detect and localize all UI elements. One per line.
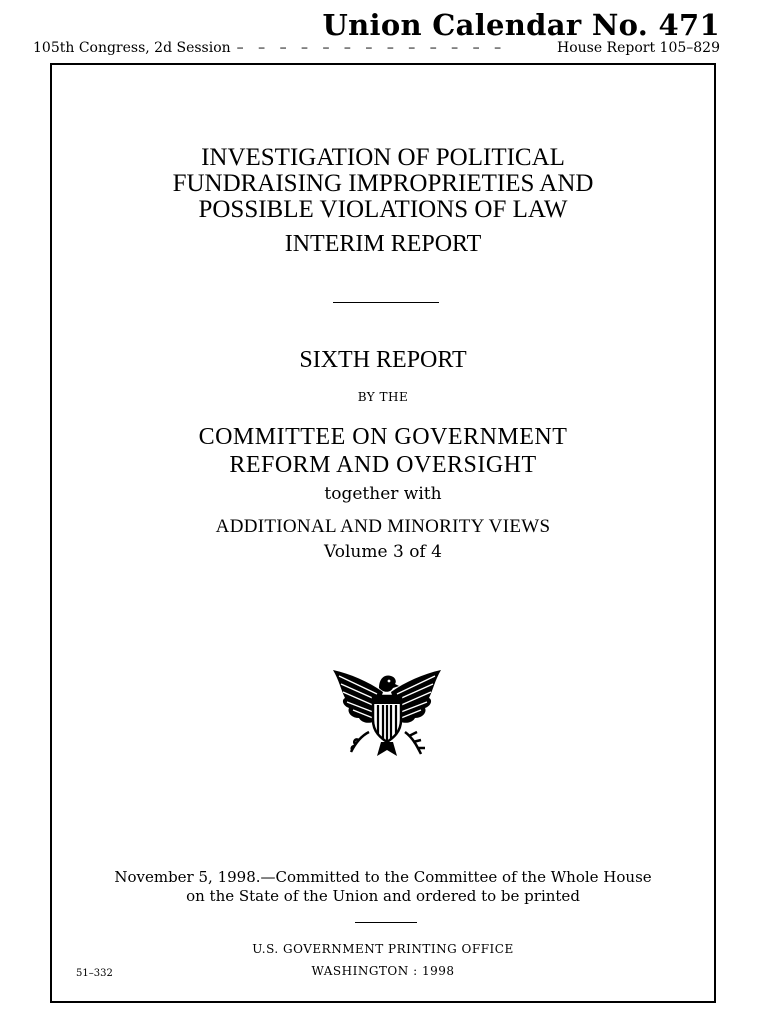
us-great-seal-eagle-icon bbox=[329, 662, 445, 760]
printing-office: U.S. GOVERNMENT PRINTING OFFICE bbox=[252, 942, 514, 956]
page-frame bbox=[50, 63, 716, 1003]
by-the: BY THE bbox=[357, 390, 409, 404]
sixth-report: SIXTH REPORT bbox=[299, 347, 467, 373]
committed-statement bbox=[52, 868, 714, 906]
divider-rule bbox=[333, 302, 439, 303]
together-with: together with bbox=[324, 484, 442, 504]
stock-number: 51–332 bbox=[76, 968, 113, 979]
interim-report: INTERIM REPORT bbox=[284, 231, 482, 257]
divider-rule-bottom bbox=[355, 922, 417, 923]
place-year: WASHINGTON : 1998 bbox=[311, 964, 455, 978]
additional-views: ADDITIONAL AND MINORITY VIEWS bbox=[215, 516, 551, 537]
committee-name bbox=[52, 423, 714, 479]
title-line: FUNDRAISING IMPROPRIETIES AND bbox=[172, 170, 594, 197]
congress-session-line bbox=[33, 40, 720, 56]
leader-dashes: – – – – – – – – – – – – – bbox=[236, 40, 507, 56]
committed-line: November 5, 1998.—Committed to the Committee of the Whole House bbox=[114, 868, 652, 886]
title-line: POSSIBLE VIOLATIONS OF LAW bbox=[198, 196, 568, 223]
committee-line: REFORM AND OVERSIGHT bbox=[229, 452, 537, 478]
congress-session: 105th Congress, 2d Session bbox=[33, 40, 231, 56]
title-line: INVESTIGATION OF POLITICAL bbox=[201, 144, 565, 171]
house-report-number: House Report 105–829 bbox=[556, 40, 720, 56]
volume-number: Volume 3 of 4 bbox=[324, 542, 442, 562]
report-title bbox=[52, 145, 714, 223]
committed-line: on the State of the Union and ordered to be printed bbox=[186, 887, 580, 905]
calendar-number: Union Calendar No. 471 bbox=[322, 8, 720, 42]
committee-line: COMMITTEE ON GOVERNMENT bbox=[198, 424, 568, 450]
